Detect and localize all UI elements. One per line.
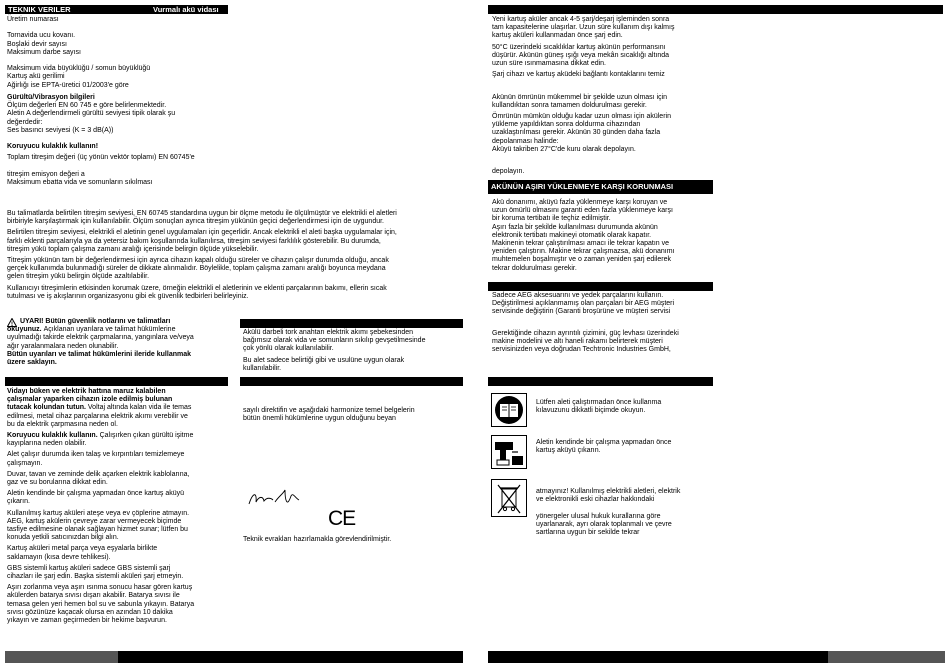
safety-item xyxy=(7,510,232,543)
symbols-header xyxy=(488,377,713,386)
tech-data-title: TEKNIK VERILER xyxy=(8,5,71,14)
battery-paragraph xyxy=(492,94,717,110)
battery-line xyxy=(492,82,717,90)
spec-line xyxy=(7,57,232,65)
remove-battery-icon xyxy=(491,435,527,469)
battery-line: Şarj cihazı ve kartuş aküdeki bağlantı kontaklarını temiz xyxy=(492,71,665,79)
overload-line: muhtemelen boşalmıştır ve o zaman yeniden şarj edilerek xyxy=(492,256,671,264)
warning-title: UYARI! Bütün güvenlik notlarını ve talimatları xyxy=(20,318,171,325)
warning-keep: Bütün uyarıları ve talimat hükümlerini ileride kullanmak xyxy=(7,350,191,358)
battery-line: kartuş aküleri kullanmadan önce şarj edin. xyxy=(492,32,623,40)
read-manual-icon xyxy=(491,393,527,427)
warning-triangle-icon xyxy=(7,318,17,327)
battery-paragraph xyxy=(492,16,717,41)
safety-item xyxy=(7,490,232,506)
battery-paragraph xyxy=(492,71,717,79)
safety-item-line: gaz ve su borularına dikkat edin. xyxy=(7,479,108,487)
battery-line: tam kapasitelerine ulaşırlar. Uzun süre kullanım dışı kalmış xyxy=(492,24,675,32)
paragraph-line: titreşim yükü toplam çalışma zamanı aralığı içerisinde belirgin ölçüde yükselebilir. xyxy=(7,245,259,253)
battery-paragraph xyxy=(492,44,717,69)
warning-read: okuyunuz. xyxy=(7,326,44,334)
vibration-line: titreşim emisyon değeri a xyxy=(7,170,85,178)
ce-header xyxy=(240,377,463,386)
intended-use xyxy=(243,329,468,373)
ear-protection-text: Çalışırken çıkan gürültü işitme xyxy=(97,432,194,440)
left-footer-bar-dark xyxy=(118,651,463,663)
spec-line: Üretim numarası xyxy=(7,16,59,23)
safety-item xyxy=(7,584,232,625)
safety-item-line: Kullanılmış kartuş aküleri ateşe veya ev çöplerine atmayın. xyxy=(7,509,190,517)
use-header xyxy=(240,319,463,328)
paragraph-line: birbiriyle karşılaştırmak için kullanılabilir. Ölçüm sonuçları ayrıca titreşim yükünün geçici değerlendirmesi için de uygundur. xyxy=(7,218,384,226)
safety-intro-bold: çalışmalar yaparken cihazın izole edilmiş bulunan xyxy=(7,396,173,404)
safety-intro-bold: Vidayı büken ve elektrik hattına maruz kalabilen xyxy=(7,388,166,395)
overload-line: Aşırı fazla bir şekilde kullanılması durumunda akünün xyxy=(492,223,658,231)
conformity-text xyxy=(243,407,468,423)
safety-item-line: Aşırı zorlanma veya aşırı ısınma sonucu hasar gören kartuş xyxy=(7,584,193,592)
symbol-text-line: Lütfen aleti çalıştırmadan önce kullanma xyxy=(536,399,662,406)
safety-item-line: çalışmayın. xyxy=(7,459,43,467)
battery-line: uzun süre ısınmamasına dikkat edin. xyxy=(492,60,607,68)
spec-line: Kartuş akü gerilimi xyxy=(7,73,65,81)
safety-item-line: Kartuş aküleri metal parça veya eşyalarla birlikte xyxy=(7,545,158,553)
symbol-text-2 xyxy=(536,439,716,455)
battery-info xyxy=(492,16,717,179)
battery-line xyxy=(492,157,717,165)
noise-line: Ses basıncı seviyesi (K = 3 dB(A)) xyxy=(7,126,114,134)
symbol-text-1 xyxy=(536,399,716,415)
right-footer-bar xyxy=(828,651,945,663)
safety-item xyxy=(7,451,232,467)
use-line: çok yönlü olarak kullanılabilir. xyxy=(243,345,334,353)
battery-line: depolanması halinde: xyxy=(492,137,559,145)
spec-line: Maksimum vida büyüklüğü / somun büyüklüğü xyxy=(7,65,151,73)
safety-intro-text: bu da elektrik çarpmasına neden ol. xyxy=(7,420,118,428)
paragraph-line: farklı eklenti parçalarıyla ya da yetersiz bakım koşullarında kullanılırsa, titreşim seviyesi farklılık gösterebilir. Bu durumda, xyxy=(7,237,381,245)
ear-protection-text: kayıplarına neden olabilir. xyxy=(7,440,87,448)
overload-text xyxy=(492,199,717,273)
paragraph-line: gerçek kullanımda bulunmadığı süreler de dikkate alınmalıdır. Böylelikle, toplam çalışma zamanı aralığı boyunca meydana xyxy=(7,265,386,273)
overload-line: Akü donanımı, aküyü fazla yüklenmeye karşı koruyan ve xyxy=(492,199,668,206)
warning-keep: üzere saklayın. xyxy=(7,359,57,367)
symbol-text-3 xyxy=(536,488,716,537)
paragraph-line: Titreşim yükünün tam bir değerlendirmesi için ayrıca cihazın kapalı olduğu süreler ve cihazın çalışır durumda olduğu, ancak xyxy=(7,257,389,265)
warning-line: ağır yaralanmalara neden olunabilir. xyxy=(7,342,119,350)
spec-line: Ağirlığı ise EPTA-üretici 01/2003'e göre xyxy=(7,81,129,89)
ear-protection-title: Koruyucu kulaklık kullanın! xyxy=(7,143,99,151)
safety-item-line: akülerden batarya sıvısı dışarı akabilir. Batarya sıvısı ile xyxy=(7,592,180,600)
battery-line: kullandıktan sonra tamamen doldurulması gerekir. xyxy=(492,101,647,109)
vibration-paragraph xyxy=(7,229,467,254)
symbol-text-line: kartuş aküyü çıkarın. xyxy=(536,447,601,455)
overload-line: yeniden çalıştırın. Makine tekrar çalışmazsa, akü donanımı xyxy=(492,248,675,256)
safety-intro-bold: tutacak kolundan tutun. xyxy=(7,404,86,412)
overload-header xyxy=(488,180,713,194)
maintenance-header xyxy=(488,282,713,291)
ear-protection-bold: Koruyucu kulaklık kullanın. xyxy=(7,432,98,440)
warning-text: Açıklanan uyarılara ve talimat hükümlerine xyxy=(43,326,176,334)
service-line: Değiştirilmesi açıklanmamış olan parçaları bir AEG müşteri xyxy=(492,300,675,308)
safety-item-line: temasa gelen yeri hemen bol su ve sabunla yıkayın. Batarya xyxy=(7,600,195,608)
use-line: Akülü darbeli tork anahtarı elektrik akımı şebekesinden xyxy=(243,329,414,336)
paragraph-line: gelen titreşim yükü belirgin ölçüde azaltılabilir. xyxy=(7,273,150,281)
noise-line: Ölçüm değerleri EN 60 745 e göre belirlenmektedir. xyxy=(7,102,167,110)
spec-line: Maksimum darbe sayısı xyxy=(7,48,81,56)
paragraph-line: tutulması ve iş akışlarının organizasyonu gibi ek güvenlik tedbirleri belirleyiniz. xyxy=(7,292,249,300)
use-line: kullanılabilir. xyxy=(243,364,282,372)
overload-title: AKÜNÜN AŞIRI YÜKLENMEYE KARŞI KORUNMASI xyxy=(491,182,674,191)
noise-line: değerdedir: xyxy=(7,118,43,126)
battery-line: Yeni kartuş aküler ancak 4-5 şarj/deşarj işleminden sonra xyxy=(492,16,670,23)
battery-header xyxy=(488,5,943,14)
symbol-text-line: sartlarına uygun bir sekilde tekrar xyxy=(536,529,640,537)
use-line: Bu alet sadece belirtiği gibi ve usulüne uygun olarak xyxy=(243,356,405,364)
safety-item-line: Duvar, tavan ve zeminde delik açarken elektrik kablolarına, xyxy=(7,470,190,478)
safety-item xyxy=(7,471,232,487)
crossed-bin-icon xyxy=(491,479,527,517)
safety-item-line: sıvısı gözünüze kaçacak olursa en azından 10 dakika xyxy=(7,608,173,616)
warning-block xyxy=(7,318,232,367)
battery-line: düşürür. Akünün güneş ışığı veya mekân sıcaklığı altında xyxy=(492,51,670,59)
safety-item-line: AEG, kartuş akülerin çevreye zarar vermeyecek biçimde xyxy=(7,517,182,525)
safety-item-line: cihazları ile şarj edin. Başka sistemli aküleri şarj etmeyin. xyxy=(7,573,184,581)
overload-line: elektronik tertibatı makineyi otomatik olarak kapatır. xyxy=(492,231,652,239)
paragraph-line: Kullanıcıyı titreşimlerin etkisinden korumak üzere, örneğin elektrikli el aletlerinin ve eklenti parçalarının bakımı, ellerin sıcak xyxy=(7,284,387,292)
symbol-text-line: ve elektronikli eski cihazlar hakkındaki xyxy=(536,496,655,504)
tech-data-header xyxy=(5,5,228,14)
safety-item-line: Alet çalışır durumda iken talaş ve kırpıntıları temizlemeye xyxy=(7,451,185,459)
overload-line: Makinenin tekrar çalıştırılması amacı ile tekrar kapatın ve xyxy=(492,240,670,248)
safety-item xyxy=(7,565,232,581)
symbol-text-line: atmayınız! Kullanılmış elektrikli aletleri, elektrik xyxy=(536,488,681,495)
paragraph-line: Bu talimatlarda belirtilen titreşim seviyesi, EN 60745 standardına uygun bir ölçme metodu ile ölçülmüştür ve elektrikli el aletleri xyxy=(7,210,397,217)
battery-paragraph xyxy=(492,82,717,90)
battery-paragraph xyxy=(492,157,717,165)
battery-line: 50°C üzerindeki sıcaklıklar kartuş akünün performansını xyxy=(492,43,666,51)
conformity-line: sayılı direktifin ve aşağıdaki harmonize temel belgelerin xyxy=(243,407,415,414)
safety-item-line: yıkayın ve zaman geçirmeden bir hekime başvurun. xyxy=(7,617,167,625)
safety-item-line: saklamayın (kısa devre tehlikesi). xyxy=(7,553,111,561)
ce-mark: CE xyxy=(328,507,356,530)
symbol-text-line: Aletin kendinde bir çalışma yapmadan önce xyxy=(536,439,672,446)
safety-item xyxy=(7,545,232,561)
signature-icon xyxy=(247,488,307,510)
symbol-text-line: yönergeler ulusal hukuk kurallarına göre xyxy=(536,512,661,520)
safety-item-line: GBS sistemli kartuş aküleri sadece GBS sistemli şarj xyxy=(7,564,171,572)
service-line: Sadece AEG aksesuarını ve yedek parçalarını kullanın. xyxy=(492,292,664,299)
battery-line: uzaklaştırılması gerekir. Akünün 30 günden daha fazla xyxy=(492,129,661,137)
right-footer-bar-dark xyxy=(488,651,828,663)
vibration-paragraphs xyxy=(7,210,467,304)
service-line: Gerektiğinde cihazın ayrıntılı çizimini, güç levhası üzerindeki xyxy=(492,329,679,337)
noise-info xyxy=(7,94,232,187)
spec-line: Boşlaki devir sayısı xyxy=(7,40,67,48)
vibration-line: Toplam titreşim değeri (üç yönün vektör toplamı) EN 60745'e xyxy=(7,154,195,162)
warning-line: uyulmadığı takirde elektrik çarpmalarına, yangınlara ve/veya xyxy=(7,334,194,342)
safety-intro-text: Voltaj altında kalan vida ile temas xyxy=(85,404,192,412)
left-footer-bar xyxy=(5,651,118,663)
vibration-paragraph xyxy=(7,285,467,301)
safety-item-line: konuda yetkili satıcınızdan bilgi alın. xyxy=(7,534,119,542)
battery-line: Akünün ömrünün mükemmel bir şekilde uzun olması için xyxy=(492,93,668,101)
noise-title: Gürültü/Vibrasyon bilgileri xyxy=(7,94,95,101)
conformity-line: bütün önemli hükümlerine uygun olduğunu beyan xyxy=(243,415,396,423)
spec-list xyxy=(7,16,232,90)
vibration-paragraph xyxy=(7,257,467,282)
use-line: bağımsız olarak vida ve somunların sıkılıp gevşetilmesinde xyxy=(243,337,426,345)
noise-line: Aletin A değerlendirmeli gürültü seviyesi tipik olarak şu xyxy=(7,110,176,118)
safety-item-line: çıkarın. xyxy=(7,498,30,506)
service-line: makine modelini ve altı haneli rakamı belirterek müşteri xyxy=(492,337,663,345)
battery-line: yükleme yapıldıktan sonra doldurma cihazından xyxy=(492,121,641,129)
tech-docs-text: Teknik evrakları hazırlamakla görevlendirilmiştir. xyxy=(243,536,392,543)
battery-paragraph xyxy=(492,168,717,176)
paragraph-line: Belirtilen titreşim seviyesi, elektrikli el aletinin genel uygulamaları için geçerlidir. Ancak elektrikli el aleti başka uygulamalar için, xyxy=(7,229,397,237)
battery-line: depolayın. xyxy=(492,168,525,176)
safety-instructions xyxy=(7,388,232,628)
battery-paragraph xyxy=(492,113,717,154)
safety-item-line: tasfiye edilmesine olanak sağlayan hizmet sunar; lütfen bu xyxy=(7,526,188,534)
spec-line xyxy=(7,24,232,32)
safety-item-line: Aletin kendinde bir çalışma yapmadan önce kartuş aküyü xyxy=(7,490,185,498)
battery-line: Ömrünün mümkün olduğu kadar uzun olması için akülerin xyxy=(492,113,671,121)
model-name: Vurmalı akü vidası xyxy=(153,5,219,14)
symbol-text-line: uyarlanarak, ayrı olarak toplanmalı ve çevre xyxy=(536,520,672,528)
vibration-line xyxy=(7,162,232,170)
overload-line: uzun ömürlü olmasını garanti eden fazla yüklenmeye karşı xyxy=(492,207,673,215)
spec-line: Tornavida ucu kovanı. xyxy=(7,32,76,40)
battery-line: Aküyü takriben 27°C'de kuru olarak depolayın. xyxy=(492,145,636,153)
service-line: servisinizden veya doğrudan Techtronic Industries GmbH, xyxy=(492,346,671,354)
symbol-text-line: kılavuzunu dikkatli biçimde okuyun. xyxy=(536,407,646,415)
service-line: servisinde değiştirin (Garanti broşürüne ve müşteri servisi xyxy=(492,308,671,316)
symbol-text-line xyxy=(536,504,716,512)
svg-text:!: ! xyxy=(11,321,13,327)
overload-line: bir koruma tertibatı ile teçhiz edilmiştir. xyxy=(492,215,611,223)
service-info xyxy=(492,292,717,354)
vibration-line: Maksimum ebatta vida ve somunların sıkılması xyxy=(7,178,153,186)
safety-header xyxy=(5,377,228,386)
vibration-paragraph xyxy=(7,210,467,226)
safety-intro-text: edilmesi, metal cihaz parçalarına elektrik akımı verebilir ve xyxy=(7,412,188,420)
overload-line: tekrar doldurulması gerekir. xyxy=(492,264,577,272)
